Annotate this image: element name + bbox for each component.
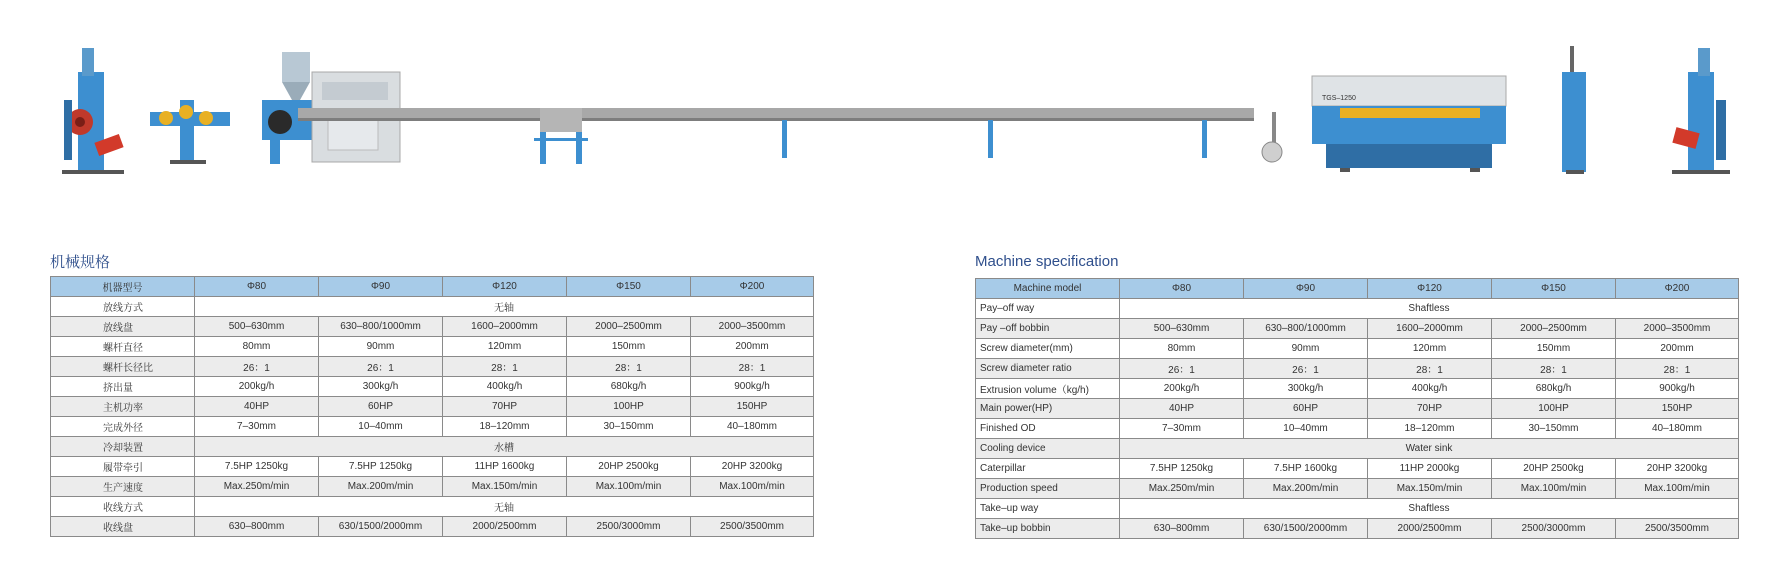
row-label: Take–up way: [976, 499, 1120, 519]
table-row: [51, 477, 814, 497]
row-label: Extrusion volume（kg/h): [976, 379, 1120, 399]
row-value: 18–120mm: [1368, 419, 1492, 439]
row-value: 900kg/h: [691, 377, 814, 397]
table-row: [51, 417, 814, 437]
row-value: 90mm: [319, 337, 443, 357]
table-row: [976, 439, 1739, 459]
row-value: 2000–2500mm: [1492, 319, 1616, 339]
row-value: 60HP: [1244, 399, 1368, 419]
row-value: 2500/3500mm: [691, 517, 814, 537]
row-value: 120mm: [1368, 339, 1492, 359]
table-row: [51, 317, 814, 337]
straightener-unit: [150, 100, 230, 164]
row-span-value: Shaftless: [1120, 299, 1739, 319]
table-row: [51, 457, 814, 477]
row-value: 26：1: [319, 357, 443, 377]
row-value: 70HP: [1368, 399, 1492, 419]
table-row: [51, 337, 814, 357]
table-row: [51, 497, 814, 517]
row-value: 30–150mm: [567, 417, 691, 437]
table-row: [976, 339, 1739, 359]
row-label: 螺杆长径比: [51, 357, 195, 377]
cn-section-title: 机械规格: [50, 254, 111, 271]
row-span-value: Water sink: [1120, 439, 1739, 459]
row-value: 70HP: [443, 397, 567, 417]
row-value: 28：1: [1368, 359, 1492, 379]
row-value: Max.250m/min: [195, 477, 319, 497]
row-label: 挤出量: [51, 377, 195, 397]
row-value: 40–180mm: [1616, 419, 1739, 439]
en-spec-body: [976, 279, 1739, 539]
row-span-value: 无轴: [195, 297, 814, 317]
en-spec-table: [975, 278, 1739, 539]
row-value: 10–40mm: [1244, 419, 1368, 439]
header-model-3: Φ120: [443, 277, 567, 297]
header-model-cell: Machine model: [976, 279, 1120, 299]
row-label: Take–up bobbin: [976, 519, 1120, 539]
row-value: 150mm: [567, 337, 691, 357]
header-model-2: Φ90: [1244, 279, 1368, 299]
table-row: [976, 499, 1739, 519]
caterpillar-haul-off: [1312, 76, 1506, 172]
table-row: [51, 517, 814, 537]
row-label: 冷却装置: [51, 437, 195, 457]
cn-header-row: [51, 277, 814, 297]
header-model-4: Φ150: [1492, 279, 1616, 299]
row-label: Screw diameter(mm): [976, 339, 1120, 359]
row-value: 2500/3500mm: [1616, 519, 1739, 539]
table-row: [51, 377, 814, 397]
row-label: Pay–off way: [976, 299, 1120, 319]
row-value: Max.100m/min: [691, 477, 814, 497]
table-row: [976, 519, 1739, 539]
row-value: 26：1: [1120, 359, 1244, 379]
row-value: 2500/3000mm: [1492, 519, 1616, 539]
row-value: 28：1: [1492, 359, 1616, 379]
header-model-3: Φ120: [1368, 279, 1492, 299]
table-row: [51, 397, 814, 417]
production-line-illustration: [0, 0, 1780, 200]
row-value: 150HP: [691, 397, 814, 417]
row-value: 7–30mm: [195, 417, 319, 437]
header-model-1: Φ80: [1120, 279, 1244, 299]
row-value: 2000–3500mm: [691, 317, 814, 337]
row-value: 630–800mm: [195, 517, 319, 537]
row-value: 26：1: [195, 357, 319, 377]
row-value: 20HP 3200kg: [691, 457, 814, 477]
cutter-post: [1562, 46, 1586, 174]
row-value: 200mm: [1616, 339, 1739, 359]
row-value: 500–630mm: [1120, 319, 1244, 339]
table-row: [976, 399, 1739, 419]
row-value: Max.100m/min: [567, 477, 691, 497]
row-value: 200mm: [691, 337, 814, 357]
row-value: Max.200m/min: [1244, 479, 1368, 499]
row-value: 2000/2500mm: [1368, 519, 1492, 539]
row-value: 630–800/1000mm: [319, 317, 443, 337]
row-label: 放线方式: [51, 297, 195, 317]
row-value: 400kg/h: [1368, 379, 1492, 399]
row-value: 630–800/1000mm: [1244, 319, 1368, 339]
row-value: 630–800mm: [1120, 519, 1244, 539]
row-value: 500–630mm: [195, 317, 319, 337]
row-value: Max.250m/min: [1120, 479, 1244, 499]
row-span-value: 无轴: [195, 497, 814, 517]
header-model-cell: 机器型号: [51, 277, 195, 297]
en-header-row: [976, 279, 1739, 299]
row-value: 2000–3500mm: [1616, 319, 1739, 339]
table-row: [976, 379, 1739, 399]
row-label: Production speed: [976, 479, 1120, 499]
row-value: 20HP 3200kg: [1616, 459, 1739, 479]
row-value: 7.5HP 1250kg: [319, 457, 443, 477]
table-row: [51, 357, 814, 377]
row-label: 收线盘: [51, 517, 195, 537]
row-value: 1600–2000mm: [443, 317, 567, 337]
row-value: Max.200m/min: [319, 477, 443, 497]
en-section-title: Machine specification: [975, 253, 1119, 270]
table-row: [976, 299, 1739, 319]
row-label: Cooling device: [976, 439, 1120, 459]
row-value: 300kg/h: [1244, 379, 1368, 399]
row-value: 400kg/h: [443, 377, 567, 397]
row-label: Screw diameter ratio: [976, 359, 1120, 379]
table-row: [976, 419, 1739, 439]
row-value: Max.100m/min: [1616, 479, 1739, 499]
row-value: 11HP 2000kg: [1368, 459, 1492, 479]
row-value: 7–30mm: [1120, 419, 1244, 439]
caterpillar-model-label: TGS–1250: [1322, 95, 1356, 102]
row-label: 螺杆直径: [51, 337, 195, 357]
row-label: 完成外径: [51, 417, 195, 437]
row-value: 200kg/h: [1120, 379, 1244, 399]
row-label: 收线方式: [51, 497, 195, 517]
row-label: 主机功率: [51, 397, 195, 417]
table-row: [976, 459, 1739, 479]
cn-spec-table: [50, 276, 814, 537]
header-model-1: Φ80: [195, 277, 319, 297]
cooling-trough: [298, 108, 1254, 164]
header-model-5: Φ200: [691, 277, 814, 297]
row-value: 80mm: [195, 337, 319, 357]
row-value: 1600–2000mm: [1368, 319, 1492, 339]
row-label: 生产速度: [51, 477, 195, 497]
row-value: 60HP: [319, 397, 443, 417]
table-row: [51, 297, 814, 317]
take-up-stand: [1672, 48, 1730, 174]
header-model-4: Φ150: [567, 277, 691, 297]
row-value: 2000–2500mm: [567, 317, 691, 337]
row-label: 放线盘: [51, 317, 195, 337]
row-value: 18–120mm: [443, 417, 567, 437]
row-value: 28：1: [691, 357, 814, 377]
row-value: 900kg/h: [1616, 379, 1739, 399]
row-span-value: 水槽: [195, 437, 814, 457]
row-value: 30–150mm: [1492, 419, 1616, 439]
row-value: 80mm: [1120, 339, 1244, 359]
row-value: Max.150m/min: [1368, 479, 1492, 499]
row-value: 100HP: [1492, 399, 1616, 419]
row-value: 100HP: [567, 397, 691, 417]
row-value: Max.100m/min: [1492, 479, 1616, 499]
row-value: 20HP 2500kg: [567, 457, 691, 477]
row-value: 40HP: [1120, 399, 1244, 419]
header-model-2: Φ90: [319, 277, 443, 297]
row-value: 40HP: [195, 397, 319, 417]
row-value: 28：1: [567, 357, 691, 377]
row-value: 28：1: [1616, 359, 1739, 379]
row-value: 28：1: [443, 357, 567, 377]
cn-spec-body: [51, 277, 814, 537]
row-label: 履带牵引: [51, 457, 195, 477]
row-value: 680kg/h: [567, 377, 691, 397]
row-span-value: Shaftless: [1120, 499, 1739, 519]
row-value: 630/1500/2000mm: [319, 517, 443, 537]
table-row: [976, 479, 1739, 499]
row-value: 2000/2500mm: [443, 517, 567, 537]
row-value: 40–180mm: [691, 417, 814, 437]
row-label: Caterpillar: [976, 459, 1120, 479]
row-value: 150mm: [1492, 339, 1616, 359]
row-value: 7.5HP 1250kg: [195, 457, 319, 477]
table-row: [976, 359, 1739, 379]
pay-off-stand: [62, 48, 124, 174]
row-value: 11HP 1600kg: [443, 457, 567, 477]
row-value: 7.5HP 1250kg: [1120, 459, 1244, 479]
row-value: 150HP: [1616, 399, 1739, 419]
row-value: 2500/3000mm: [567, 517, 691, 537]
blower: [1262, 112, 1282, 162]
table-row: [51, 437, 814, 457]
row-value: 200kg/h: [195, 377, 319, 397]
row-label: Main power(HP): [976, 399, 1120, 419]
row-value: 90mm: [1244, 339, 1368, 359]
row-value: 10–40mm: [319, 417, 443, 437]
row-value: 120mm: [443, 337, 567, 357]
row-value: 20HP 2500kg: [1492, 459, 1616, 479]
table-row: [976, 319, 1739, 339]
row-value: 7.5HP 1600kg: [1244, 459, 1368, 479]
row-value: Max.150m/min: [443, 477, 567, 497]
row-value: 630/1500/2000mm: [1244, 519, 1368, 539]
row-label: Pay –off bobbin: [976, 319, 1120, 339]
row-value: 300kg/h: [319, 377, 443, 397]
row-value: 26：1: [1244, 359, 1368, 379]
row-value: 680kg/h: [1492, 379, 1616, 399]
row-label: Finished OD: [976, 419, 1120, 439]
header-model-5: Φ200: [1616, 279, 1739, 299]
